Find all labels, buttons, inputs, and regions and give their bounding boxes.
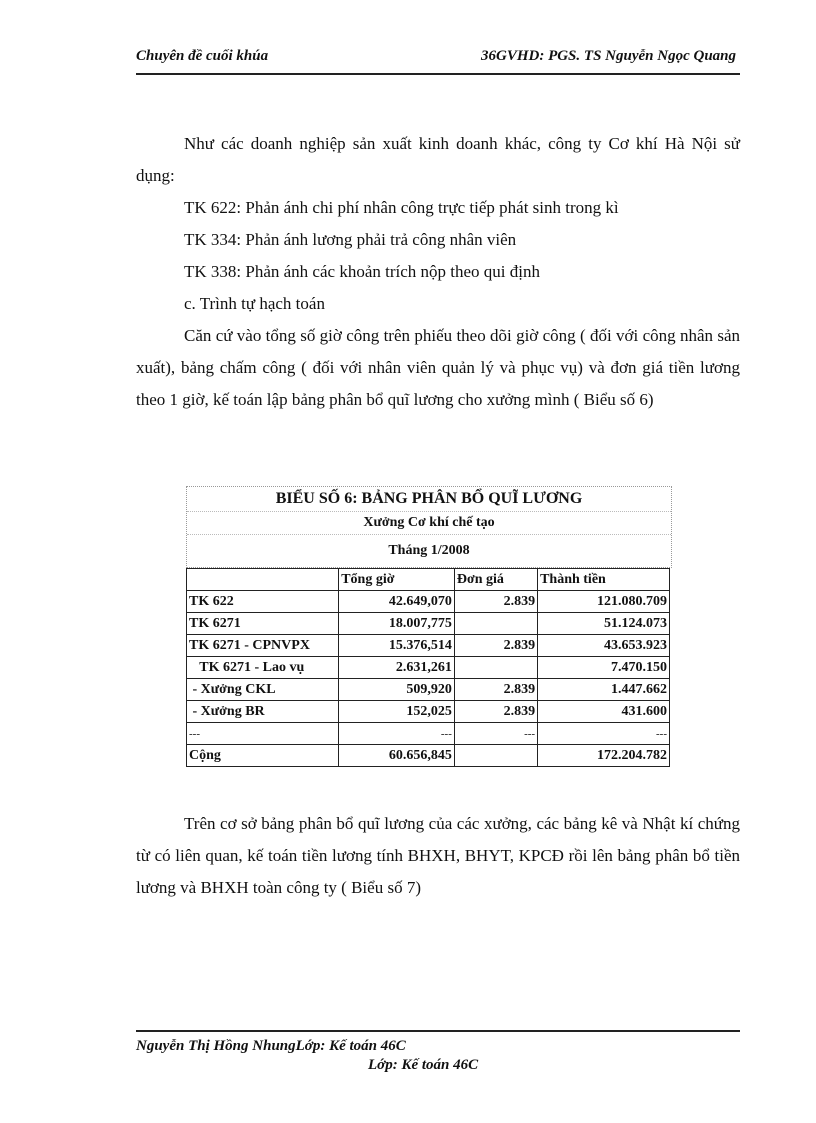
- table-row: [187, 723, 670, 745]
- section-heading: c. Trình tự hạch toán: [184, 294, 325, 313]
- row-label: Cộng: [187, 745, 339, 767]
- paragraph-2: Căn cứ vào tổng số giờ công trên phiếu theo dõi giờ công ( đối với công nhân sản xuất), bảng chấm công ( đối với nhân viên quản lý và phục vụ) và đơn giá tiền lương theo 1 giờ, kế toán lập bảng phân bổ quĩ lương cho xưởng mình ( Biểu số 6): [136, 326, 740, 409]
- cell-amount: 121.080.709: [538, 591, 670, 613]
- cell-amount: ---: [538, 723, 670, 745]
- cell-rate: 2.839: [454, 701, 537, 723]
- data-table: [186, 568, 670, 767]
- cell-hours: 509,920: [339, 679, 455, 701]
- table-row: [187, 635, 670, 657]
- cell-hours: 15.376,514: [339, 635, 455, 657]
- column-header: Thành tiền: [538, 569, 670, 591]
- cell-rate: [454, 745, 537, 767]
- header-rule: [136, 73, 740, 75]
- table-subtitle: Xưởng Cơ khí chế tạo: [187, 512, 671, 535]
- table-period: Tháng 1/2008: [388, 543, 470, 558]
- cell-rate: ---: [454, 723, 537, 745]
- cell-amount: 43.653.923: [538, 635, 670, 657]
- row-label: TK 6271 - CPNVPX: [187, 635, 339, 657]
- table-title: BIỂU SỐ 6: BẢNG PHÂN BỔ QUĨ LƯƠNG: [187, 487, 671, 512]
- row-label: TK 6271 - Lao vụ: [187, 657, 339, 679]
- header-left: Chuyên đề cuối khúa: [136, 48, 269, 64]
- footer-line-2: Lớp: Kế toán 46C: [368, 1057, 479, 1073]
- column-header: Tổng giờ: [339, 569, 455, 591]
- cell-amount: 172.204.782: [538, 745, 670, 767]
- cell-rate: 2.839: [454, 679, 537, 701]
- account-line: TK 622: Phản ánh chi phí nhân công trực tiếp phát sinh trong kì: [184, 198, 619, 217]
- row-label: TK 622: [187, 591, 339, 613]
- table-row: [187, 701, 670, 723]
- column-header: [187, 569, 339, 591]
- cell-amount: 51.124.073: [538, 613, 670, 635]
- cell-hours: 18.007,775: [339, 613, 455, 635]
- table-total-row: [187, 745, 670, 767]
- account-line: TK 334: Phản ánh lương phải trả công nhân viên: [184, 230, 517, 249]
- allocation-table: [186, 486, 670, 767]
- body-top: [136, 128, 740, 416]
- table-title-block: [186, 486, 672, 568]
- cell-rate: [454, 613, 537, 635]
- cell-hours: ---: [339, 723, 455, 745]
- cell-hours: 152,025: [339, 701, 455, 723]
- cell-amount: 1.447.662: [538, 679, 670, 701]
- table-row: [187, 613, 670, 635]
- footer-line-1: Nguyễn Thị Hồng NhungLớp: Kế toán 46C: [136, 1038, 406, 1054]
- table-row: [187, 679, 670, 701]
- row-label: - Xưởng BR: [187, 701, 339, 723]
- body-bottom: [136, 808, 740, 904]
- cell-amount: 431.600: [538, 701, 670, 723]
- cell-amount: 7.470.150: [538, 657, 670, 679]
- cell-hours: 60.656,845: [339, 745, 455, 767]
- row-label: ---: [187, 723, 339, 745]
- column-header: Đơn giá: [454, 569, 537, 591]
- cell-rate: 2.839: [454, 635, 537, 657]
- intro-paragraph: Như các doanh nghiệp sản xuất kinh doanh khác, công ty Cơ khí Hà Nội sử dụng:: [136, 134, 740, 185]
- header-right: 36GVHD: PGS. TS Nguyễn Ngọc Quang: [480, 48, 736, 64]
- cell-hours: 2.631,261: [339, 657, 455, 679]
- row-label: - Xưởng CKL: [187, 679, 339, 701]
- account-line: TK 338: Phản ánh các khoản trích nộp theo qui định: [184, 262, 540, 281]
- cell-hours: 42.649,070: [339, 591, 455, 613]
- table-header-row: [187, 569, 670, 591]
- paragraph-3: Trên cơ sở bảng phân bổ quĩ lương của các xưởng, các bảng kê và Nhật kí chứng từ có liên quan, kế toán tiền lương tính BHXH, BHYT, KPCĐ rồi lên bảng phân bổ tiền lương và BHXH toàn công ty ( Biểu số 7): [136, 814, 740, 897]
- page-header: [136, 48, 740, 72]
- cell-rate: 2.839: [454, 591, 537, 613]
- table-row: [187, 657, 670, 679]
- table-row: [187, 591, 670, 613]
- cell-rate: [454, 657, 537, 679]
- footer-rule: [136, 1030, 740, 1032]
- row-label: TK 6271: [187, 613, 339, 635]
